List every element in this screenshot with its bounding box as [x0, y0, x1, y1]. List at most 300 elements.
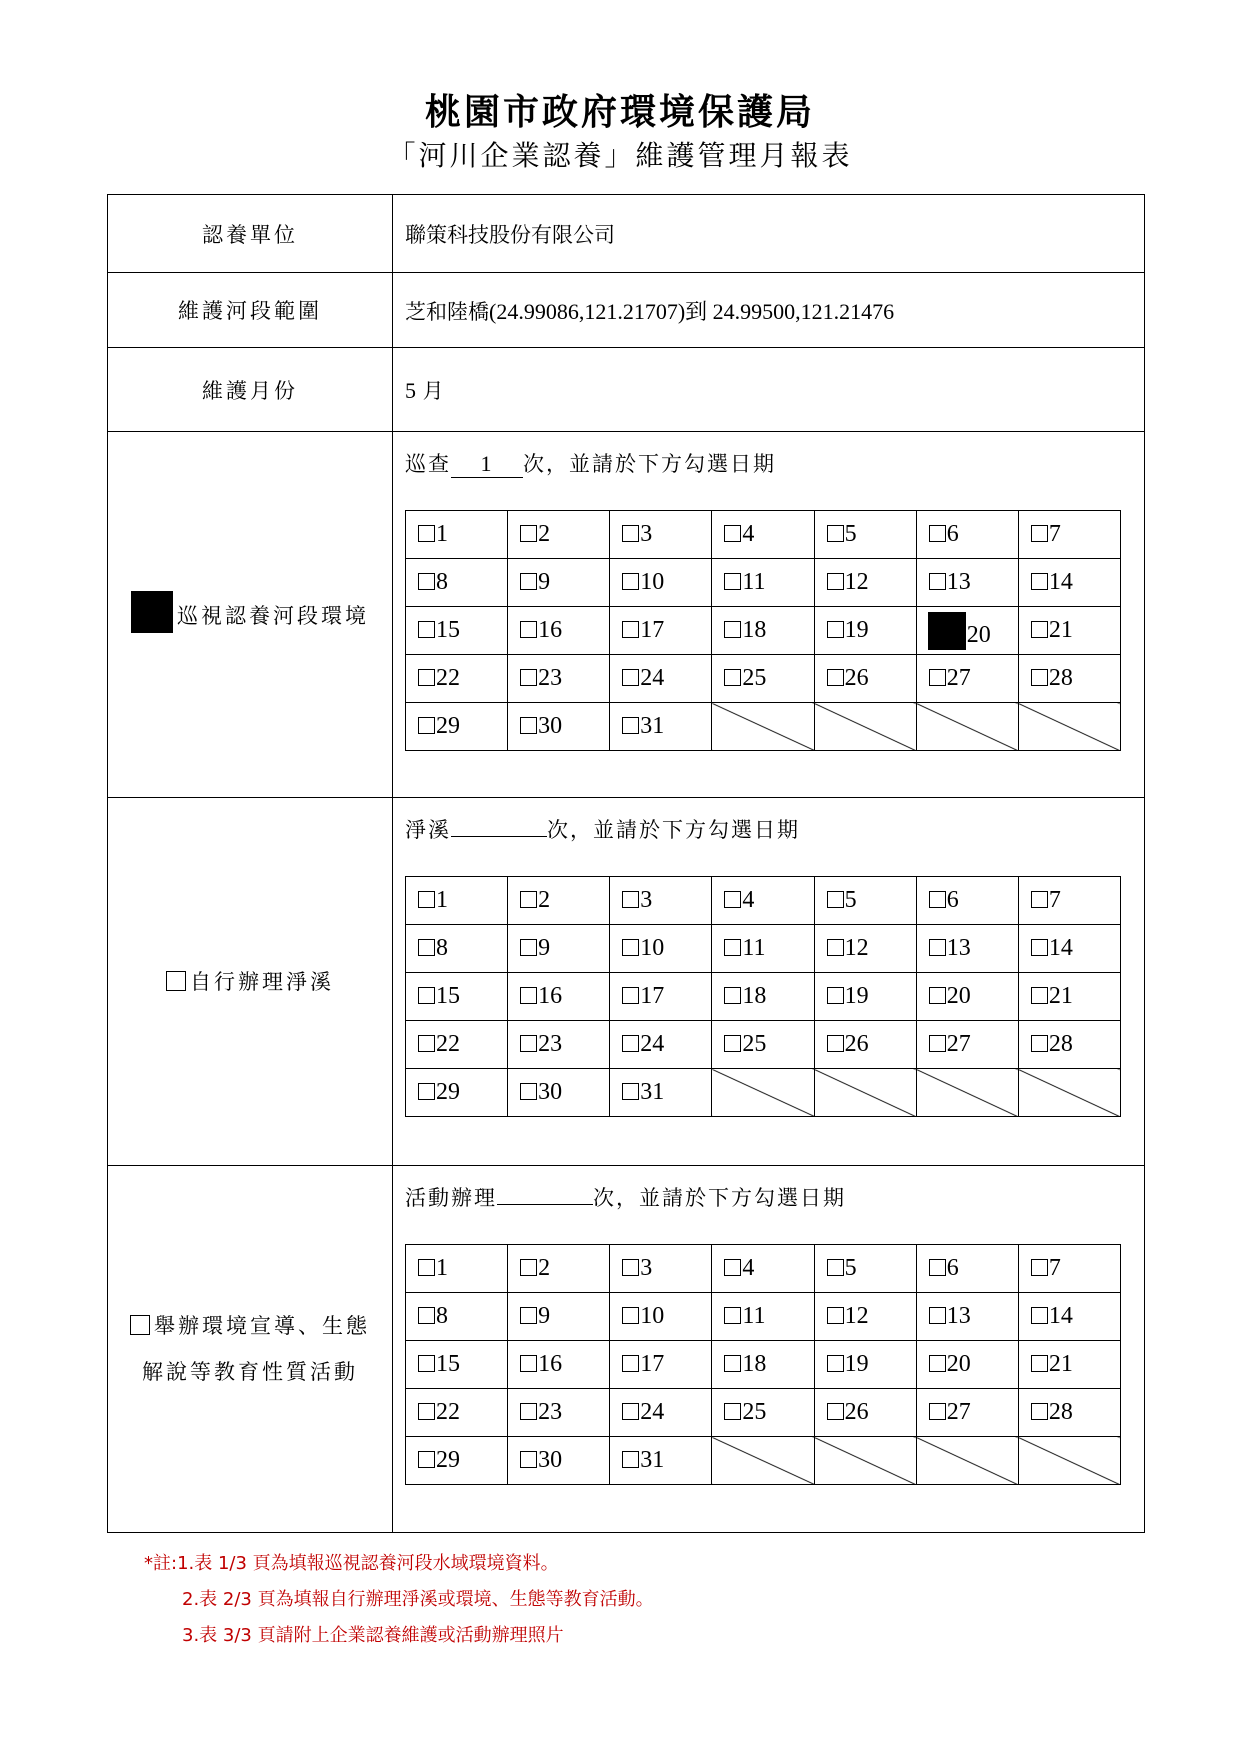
date-checkbox[interactable]: [929, 525, 946, 542]
date-checkbox[interactable]: [622, 1083, 639, 1100]
date-cell[interactable]: [406, 1437, 508, 1485]
notes: [144, 1546, 654, 1654]
section-heading: [405, 812, 1118, 852]
date-cell[interactable]: [814, 1021, 916, 1069]
empty-date-cell: [1018, 1437, 1120, 1485]
date-label: 2: [538, 887, 551, 913]
date-cell[interactable]: [916, 1389, 1018, 1437]
date-cell[interactable]: [508, 1021, 610, 1069]
date-label: 20: [946, 1351, 971, 1377]
date-cell[interactable]: [610, 1437, 712, 1485]
info-row-section: [108, 273, 1145, 348]
date-checkbox[interactable]: [929, 1403, 946, 1420]
date-label: 3: [640, 887, 653, 913]
date-checkbox[interactable]: [520, 1307, 537, 1324]
date-checkbox[interactable]: [724, 987, 741, 1004]
date-checkbox[interactable]: [622, 1355, 639, 1372]
date-cell[interactable]: [814, 607, 916, 655]
date-cell[interactable]: [1018, 1293, 1120, 1341]
date-cell[interactable]: [1018, 1021, 1120, 1069]
date-label: 7: [1048, 1255, 1061, 1281]
date-cell[interactable]: [406, 559, 508, 607]
date-cell[interactable]: [712, 1293, 814, 1341]
date-grid: [405, 876, 1121, 1117]
date-label: 20: [966, 621, 991, 648]
date-checkbox[interactable]: [1031, 1259, 1048, 1276]
date-label: 11: [742, 569, 766, 595]
date-cell[interactable]: [814, 559, 916, 607]
date-cell[interactable]: [610, 925, 712, 973]
date-checkbox[interactable]: [418, 1403, 435, 1420]
date-checkbox[interactable]: [929, 669, 946, 686]
section-content: [393, 432, 1145, 798]
date-checkbox[interactable]: [724, 1307, 741, 1324]
date-checkbox[interactable]: [929, 891, 946, 908]
date-checkbox[interactable]: [418, 1035, 435, 1052]
date-checkbox[interactable]: [622, 525, 639, 542]
empty-date-cell: [712, 1437, 814, 1485]
date-checkbox[interactable]: [622, 1451, 639, 1468]
date-label: 1: [436, 1255, 448, 1281]
date-grid-row: [406, 1389, 1121, 1437]
date-label: 19: [844, 1351, 869, 1377]
section-suffix: 次，並請於下方勾選日期: [523, 452, 776, 476]
date-label: 12: [844, 1303, 869, 1329]
date-label: 13: [946, 569, 971, 595]
date-grid-row: [406, 511, 1121, 559]
date-cell[interactable]: [712, 973, 814, 1021]
date-label: 14: [1048, 569, 1073, 595]
date-cell[interactable]: [508, 1437, 610, 1485]
date-cell[interactable]: [508, 925, 610, 973]
date-checkbox[interactable]: [827, 1259, 844, 1276]
date-label: 12: [844, 569, 869, 595]
note-line: 3.表 3/3 頁請附上企業認養維護或活動辦理照片: [182, 1625, 564, 1646]
page-subtitle: 「河川企業認養」維護管理月報表: [387, 139, 853, 172]
date-label: 15: [436, 617, 460, 643]
date-label: 11: [742, 935, 766, 961]
date-checkbox[interactable]: [418, 891, 435, 908]
info-row-adopter: [108, 195, 1145, 273]
date-checkbox[interactable]: [827, 891, 844, 908]
section-row: [108, 432, 1145, 798]
date-checkbox[interactable]: [929, 1259, 946, 1276]
date-checkbox[interactable]: [1031, 1307, 1048, 1324]
date-checkbox[interactable]: [1031, 939, 1048, 956]
count-blank[interactable]: 1: [451, 453, 523, 478]
date-checkbox[interactable]: [418, 1355, 435, 1372]
date-label: 18: [742, 983, 767, 1009]
section-content: [393, 1166, 1145, 1533]
date-checkbox[interactable]: [1031, 573, 1048, 590]
date-cell[interactable]: [1018, 1389, 1120, 1437]
date-checkbox[interactable]: [520, 1035, 537, 1052]
date-grid-row: [406, 703, 1121, 751]
section-checkbox[interactable]: [166, 971, 186, 991]
date-cell[interactable]: [1018, 925, 1120, 973]
date-checkbox-checked[interactable]: [928, 612, 966, 650]
date-checkbox[interactable]: [929, 939, 946, 956]
date-label: 20: [946, 983, 971, 1009]
date-cell[interactable]: [508, 559, 610, 607]
date-checkbox[interactable]: [1031, 891, 1048, 908]
date-label: 15: [436, 983, 460, 1009]
date-checkbox[interactable]: [520, 939, 537, 956]
date-cell[interactable]: [406, 1389, 508, 1437]
date-label: 8: [436, 1303, 448, 1329]
river-section-name: 芝和陸橋: [405, 299, 489, 324]
empty-date-cell: [916, 1437, 1018, 1485]
date-checkbox[interactable]: [1031, 525, 1048, 542]
date-cell[interactable]: [712, 655, 814, 703]
empty-date-cell: [814, 1069, 916, 1117]
date-cell[interactable]: [1018, 607, 1120, 655]
date-cell[interactable]: [610, 703, 712, 751]
date-cell[interactable]: [1018, 1245, 1120, 1293]
date-label: 26: [844, 665, 869, 691]
date-checkbox[interactable]: [724, 939, 741, 956]
date-cell[interactable]: [610, 1341, 712, 1389]
date-checkbox[interactable]: [520, 891, 537, 908]
empty-date-cell: [814, 703, 916, 751]
date-label: 18: [742, 617, 767, 643]
date-label: 28: [1048, 665, 1073, 691]
date-checkbox[interactable]: [724, 891, 741, 908]
date-cell[interactable]: [712, 925, 814, 973]
date-label: 4: [742, 1255, 755, 1281]
date-cell[interactable]: [406, 925, 508, 973]
section-label: [108, 798, 393, 1166]
date-cell[interactable]: [814, 1245, 916, 1293]
date-cell[interactable]: [712, 1021, 814, 1069]
date-cell[interactable]: [406, 1341, 508, 1389]
date-checkbox[interactable]: [929, 573, 946, 590]
date-checkbox[interactable]: [622, 987, 639, 1004]
date-checkbox[interactable]: [724, 621, 741, 638]
date-cell[interactable]: [1018, 559, 1120, 607]
date-cell[interactable]: [508, 1341, 610, 1389]
date-checkbox[interactable]: [622, 891, 639, 908]
date-cell[interactable]: [406, 973, 508, 1021]
date-checkbox[interactable]: [1031, 1355, 1048, 1372]
date-cell[interactable]: [508, 703, 610, 751]
date-cell[interactable]: [610, 607, 712, 655]
date-label: 5: [844, 887, 857, 913]
date-cell[interactable]: [916, 877, 1018, 925]
date-label: 10: [640, 1303, 665, 1329]
date-checkbox[interactable]: [622, 939, 639, 956]
date-cell[interactable]: [916, 973, 1018, 1021]
date-label: 25: [742, 1399, 767, 1425]
adopter-label: 認養單位: [108, 195, 393, 273]
date-checkbox[interactable]: [1031, 1035, 1048, 1052]
date-cell[interactable]: [916, 1293, 1018, 1341]
date-cell[interactable]: [406, 655, 508, 703]
date-cell[interactable]: [610, 1069, 712, 1117]
date-checkbox[interactable]: [827, 573, 844, 590]
section-checkbox[interactable]: [130, 1315, 150, 1335]
date-grid-row: [406, 877, 1121, 925]
date-cell[interactable]: [508, 511, 610, 559]
date-cell[interactable]: [610, 511, 712, 559]
river-section-value: [393, 273, 1145, 348]
date-cell[interactable]: [406, 1021, 508, 1069]
date-label: 27: [946, 665, 971, 691]
date-label: 10: [640, 569, 665, 595]
date-cell[interactable]: [814, 1341, 916, 1389]
date-checkbox[interactable]: [520, 1259, 537, 1276]
date-label: 28: [1048, 1399, 1073, 1425]
date-cell[interactable]: [610, 877, 712, 925]
date-checkbox[interactable]: [827, 1035, 844, 1052]
date-label: 4: [742, 521, 755, 547]
date-cell[interactable]: [814, 877, 916, 925]
date-label: 8: [436, 935, 448, 961]
date-label: 21: [1048, 617, 1073, 643]
date-checkbox[interactable]: [418, 1259, 435, 1276]
date-checkbox[interactable]: [929, 987, 946, 1004]
count-blank[interactable]: [497, 1180, 593, 1205]
date-cell[interactable]: [916, 559, 1018, 607]
date-checkbox[interactable]: [418, 525, 435, 542]
date-checkbox[interactable]: [724, 669, 741, 686]
date-checkbox[interactable]: [520, 669, 537, 686]
date-checkbox[interactable]: [724, 1403, 741, 1420]
date-label: 29: [436, 1079, 460, 1105]
date-cell[interactable]: [712, 877, 814, 925]
date-label: 22: [436, 1031, 460, 1057]
empty-date-cell: [916, 703, 1018, 751]
date-checkbox[interactable]: [418, 987, 435, 1004]
date-label: 1: [436, 521, 448, 547]
date-cell[interactable]: [508, 655, 610, 703]
empty-date-cell: [712, 703, 814, 751]
section-checkbox[interactable]: [131, 591, 173, 633]
date-cell[interactable]: [406, 1293, 508, 1341]
date-checkbox[interactable]: [827, 1355, 844, 1372]
date-cell[interactable]: [406, 703, 508, 751]
date-cell[interactable]: [1018, 973, 1120, 1021]
date-checkbox[interactable]: [520, 525, 537, 542]
date-cell[interactable]: [814, 1389, 916, 1437]
date-cell[interactable]: [814, 925, 916, 973]
date-checkbox[interactable]: [827, 525, 844, 542]
date-cell[interactable]: [508, 973, 610, 1021]
date-cell[interactable]: [610, 973, 712, 1021]
date-grid-row: [406, 1341, 1121, 1389]
date-label: 4: [742, 887, 755, 913]
date-grid-row: [406, 1069, 1121, 1117]
date-cell[interactable]: [916, 1245, 1018, 1293]
date-checkbox[interactable]: [418, 1307, 435, 1324]
date-checkbox[interactable]: [520, 1403, 537, 1420]
date-cell[interactable]: [610, 1293, 712, 1341]
date-cell[interactable]: [712, 1389, 814, 1437]
section-label-line2: 解說等教育性質活動: [142, 1360, 358, 1384]
date-cell[interactable]: [508, 1245, 610, 1293]
date-checkbox[interactable]: [1031, 669, 1048, 686]
date-checkbox[interactable]: [622, 1307, 639, 1324]
date-grid-row: [406, 607, 1121, 655]
date-checkbox[interactable]: [827, 939, 844, 956]
page-title: 桃園市政府環境保護局: [424, 91, 815, 133]
date-cell[interactable]: [508, 607, 610, 655]
date-checkbox[interactable]: [520, 987, 537, 1004]
date-cell[interactable]: [610, 1245, 712, 1293]
date-checkbox[interactable]: [1031, 1403, 1048, 1420]
date-cell[interactable]: [406, 511, 508, 559]
date-checkbox[interactable]: [622, 1259, 639, 1276]
date-cell[interactable]: [610, 1389, 712, 1437]
date-label: 17: [640, 983, 665, 1009]
date-grid-row: [406, 925, 1121, 973]
section-heading: [405, 446, 1118, 486]
date-cell[interactable]: [1018, 655, 1120, 703]
date-label: 23: [538, 665, 563, 691]
date-checkbox[interactable]: [418, 939, 435, 956]
empty-date-cell: [712, 1069, 814, 1117]
section-prefix: 巡查: [405, 452, 451, 476]
date-checkbox[interactable]: [724, 525, 741, 542]
date-label: 6: [946, 887, 959, 913]
date-checkbox[interactable]: [622, 573, 639, 590]
date-checkbox[interactable]: [418, 1083, 435, 1100]
date-cell[interactable]: [406, 877, 508, 925]
month-value: [393, 348, 1145, 432]
date-checkbox[interactable]: [1031, 621, 1048, 638]
date-label: 26: [844, 1399, 869, 1425]
date-checkbox[interactable]: [418, 573, 435, 590]
date-checkbox[interactable]: [418, 1451, 435, 1468]
date-checkbox[interactable]: [520, 621, 537, 638]
date-label: 21: [1048, 1351, 1073, 1377]
date-label: 11: [742, 1303, 766, 1329]
date-cell[interactable]: [916, 925, 1018, 973]
date-label: 23: [538, 1399, 563, 1425]
date-label: 25: [742, 665, 767, 691]
date-label: 29: [436, 1447, 460, 1473]
date-checkbox[interactable]: [827, 621, 844, 638]
date-checkbox[interactable]: [1031, 987, 1048, 1004]
date-cell[interactable]: [712, 559, 814, 607]
date-checkbox[interactable]: [724, 1355, 741, 1372]
date-cell[interactable]: [1018, 877, 1120, 925]
date-cell[interactable]: [916, 1021, 1018, 1069]
empty-date-cell: [1018, 703, 1120, 751]
date-checkbox[interactable]: [724, 573, 741, 590]
date-cell[interactable]: [814, 655, 916, 703]
date-cell[interactable]: [916, 511, 1018, 559]
date-checkbox[interactable]: [929, 1307, 946, 1324]
date-checkbox[interactable]: [418, 669, 435, 686]
date-checkbox[interactable]: [520, 1083, 537, 1100]
date-checkbox[interactable]: [827, 1307, 844, 1324]
section-suffix: 次，並請於下方勾選日期: [547, 818, 800, 842]
empty-date-cell: [916, 1069, 1018, 1117]
date-cell[interactable]: [406, 1245, 508, 1293]
date-checkbox[interactable]: [622, 1035, 639, 1052]
date-cell[interactable]: [610, 655, 712, 703]
date-cell[interactable]: [814, 1293, 916, 1341]
date-checkbox[interactable]: [622, 1403, 639, 1420]
date-label: 23: [538, 1031, 563, 1057]
date-checkbox[interactable]: [827, 669, 844, 686]
section-label-line1: 舉辦環境宣導、生態: [154, 1314, 370, 1338]
date-cell[interactable]: [406, 607, 508, 655]
date-checkbox[interactable]: [418, 717, 435, 734]
date-label: 7: [1048, 887, 1061, 913]
date-cell[interactable]: [508, 1069, 610, 1117]
date-cell[interactable]: [1018, 511, 1120, 559]
date-label: 29: [436, 713, 460, 739]
date-checkbox[interactable]: [622, 669, 639, 686]
date-checkbox[interactable]: [622, 717, 639, 734]
date-cell[interactable]: [916, 1341, 1018, 1389]
date-checkbox[interactable]: [520, 1355, 537, 1372]
date-cell[interactable]: [1018, 1341, 1120, 1389]
date-cell[interactable]: [610, 1021, 712, 1069]
date-label: 19: [844, 983, 869, 1009]
date-checkbox[interactable]: [520, 1451, 537, 1468]
date-label: 24: [640, 1399, 665, 1425]
month-label: 維護月份: [108, 348, 393, 432]
date-label: 31: [640, 1447, 665, 1473]
date-label: 14: [1048, 1303, 1073, 1329]
date-grid-row: [406, 1293, 1121, 1341]
river-section-label: 維護河段範圍: [108, 273, 393, 348]
date-cell[interactable]: [916, 655, 1018, 703]
date-checkbox[interactable]: [418, 621, 435, 638]
date-cell[interactable]: [610, 559, 712, 607]
date-label: 13: [946, 935, 971, 961]
section-heading: [405, 1180, 1118, 1220]
date-checkbox[interactable]: [929, 1355, 946, 1372]
date-checkbox[interactable]: [622, 621, 639, 638]
date-cell[interactable]: [508, 877, 610, 925]
date-checkbox[interactable]: [827, 987, 844, 1004]
date-cell[interactable]: [712, 607, 814, 655]
note-line: 2.表 2/3 頁為填報自行辦理淨溪或環境、生態等教育活動。: [182, 1589, 654, 1610]
date-label: 30: [538, 1079, 563, 1105]
date-label: 2: [538, 1255, 551, 1281]
date-cell[interactable]: [814, 973, 916, 1021]
date-cell[interactable]: [508, 1389, 610, 1437]
date-cell[interactable]: [406, 1069, 508, 1117]
count-blank[interactable]: [451, 812, 547, 837]
empty-date-cell: [814, 1437, 916, 1485]
date-checkbox[interactable]: [724, 1259, 741, 1276]
date-grid: [405, 1244, 1121, 1485]
date-cell[interactable]: [712, 511, 814, 559]
date-cell[interactable]: [712, 1341, 814, 1389]
adopter-value: 聯策科技股份有限公司: [393, 195, 1145, 273]
date-label: 19: [844, 617, 869, 643]
date-label: 17: [640, 1351, 665, 1377]
date-checkbox[interactable]: [520, 717, 537, 734]
date-cell[interactable]: [916, 607, 1018, 655]
date-cell[interactable]: [814, 511, 916, 559]
date-grid-row: [406, 655, 1121, 703]
date-checkbox[interactable]: [724, 1035, 741, 1052]
date-label: 9: [538, 569, 551, 595]
date-label: 10: [640, 935, 665, 961]
date-cell[interactable]: [508, 1293, 610, 1341]
date-checkbox[interactable]: [827, 1403, 844, 1420]
date-checkbox[interactable]: [929, 1035, 946, 1052]
date-label: 31: [640, 713, 665, 739]
date-checkbox[interactable]: [520, 573, 537, 590]
date-cell[interactable]: [712, 1245, 814, 1293]
